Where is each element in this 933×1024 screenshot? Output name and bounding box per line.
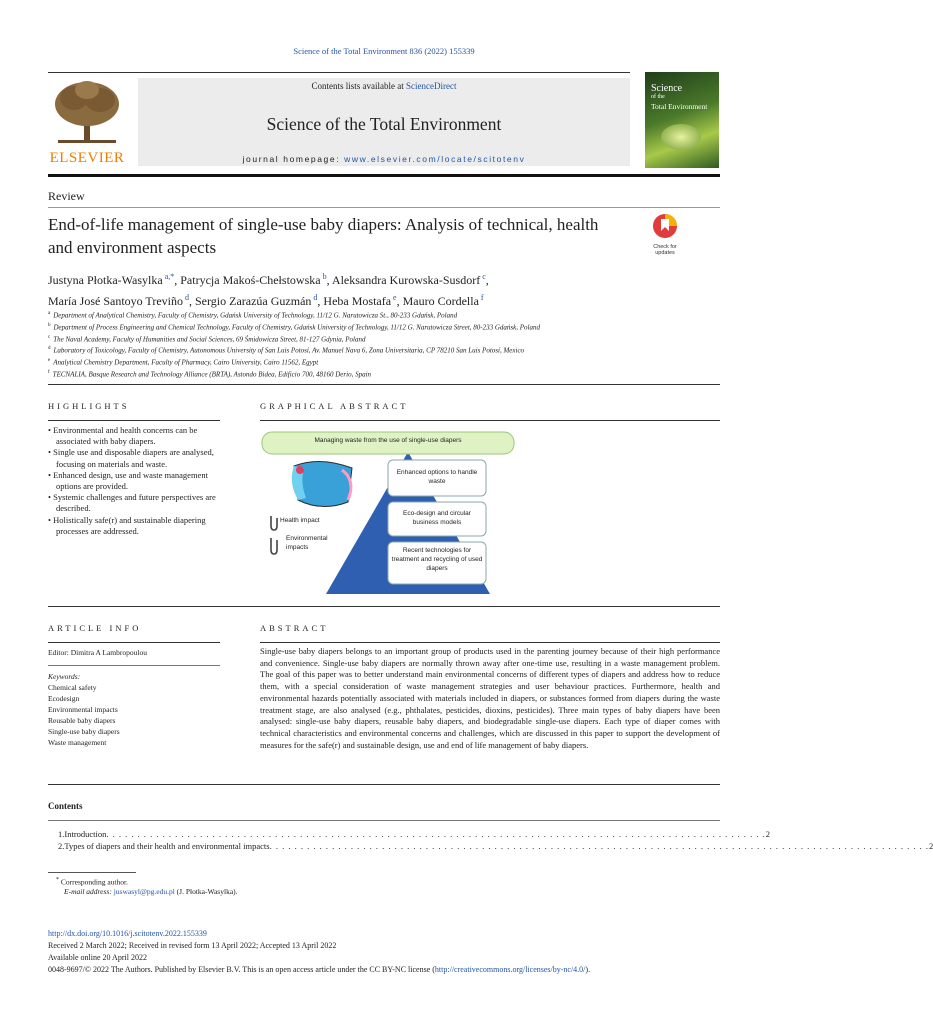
author-affiliation-marker[interactable]: c	[480, 272, 486, 281]
keyword: Waste management	[48, 738, 107, 747]
affiliation-item	[48, 368, 720, 380]
available-online: Available online 20 April 2022	[48, 953, 147, 962]
toc-title: Types of diapers and their health and environmental impacts	[64, 841, 270, 851]
keyword: Chemical safety	[48, 683, 97, 692]
sciencedirect-link[interactable]: ScienceDirect	[406, 81, 457, 91]
affiliation-item	[48, 344, 720, 356]
contents-available: Contents lists available at ScienceDirect	[311, 81, 457, 91]
toc-title: Introduction	[64, 829, 107, 839]
author-name[interactable]: Sergio Zarazúa Guzmán	[195, 294, 312, 308]
affiliation-key: b	[48, 322, 51, 328]
abstract-heading: ABSTRACT	[260, 623, 329, 633]
diaper-image	[292, 461, 352, 506]
highlight-item: • Systemic challenges and future perspectives are described.	[48, 492, 216, 514]
author-affiliation-marker[interactable]: a,*	[162, 272, 175, 281]
author-separator: ,	[396, 294, 403, 308]
doi-link[interactable]: http://dx.doi.org/10.1016/j.scitotenv.2022.155339	[48, 929, 207, 938]
affiliations	[48, 309, 720, 380]
affiliation-key: e	[48, 358, 51, 364]
elsevier-wordmark: ELSEVIER	[49, 150, 125, 166]
environment-pin-icon	[271, 538, 277, 554]
author-name[interactable]: Justyna Płotka-Wasylka	[48, 273, 163, 287]
affiliation-text: Department of Process Engineering and Chemical Technology, Faculty of Chemistry, Gdańsk University of Technology, 11/12 G. Narutowicza Street, 80-233 Gdańsk, Poland	[53, 323, 540, 332]
toc-number: 2.	[58, 841, 65, 851]
ga-banner-text: Managing waste from the use of single-use diapers	[314, 437, 462, 444]
affiliation-item	[48, 356, 720, 368]
license-note: 0048-9697/© 2022 The Authors. Published by Elsevier B.V. This is an open access article under the CC BY-NC license (http://creativecommons.org/licenses/by-nc/4.0/).	[48, 965, 591, 974]
ga-health-label: Health impact	[280, 517, 320, 524]
received-dates: Received 2 March 2022; Received in revised form 13 April 2022; Accepted 13 April 2022	[48, 941, 337, 950]
keywords-heading: Keywords:	[48, 672, 81, 681]
affiliation-item	[48, 309, 720, 321]
author-line-2	[48, 289, 720, 310]
highlight-item: • Holistically safe(r) and sustainable diapering processes are addressed.	[48, 514, 206, 536]
affiliation-key: d	[48, 346, 51, 352]
affiliation-text: Laboratory of Toxicology, Faculty of Chemistry, Autonomous University of San Luis Potosí, Av. Manuel Nava 6, Zona Universitaria, CP 78210 San Luis Potosí, Mexico	[53, 346, 525, 355]
affiliation-key: a	[48, 311, 51, 316]
check-for-updates[interactable]: Check for updates	[646, 213, 684, 253]
keyword: Environmental impacts	[48, 705, 118, 714]
author-line-1	[48, 268, 720, 289]
ga-env-label: Environmental impacts	[286, 535, 328, 551]
author-separator: ,	[485, 273, 489, 287]
highlight-item: • Environmental and health concerns can be associated with baby diapers.	[48, 425, 198, 447]
contents-heading: Contents	[48, 801, 83, 811]
keyword: Reusable baby diapers	[48, 716, 116, 725]
toc-entry[interactable]	[48, 841, 933, 853]
author-affiliation-marker[interactable]: e	[391, 293, 397, 302]
author-separator: ,	[326, 273, 332, 287]
toc-entry[interactable]	[48, 829, 771, 841]
highlights-heading: HIGHLIGHTS	[48, 401, 130, 411]
author-affiliation-marker[interactable]: d	[183, 293, 189, 302]
toc-page: 2	[928, 841, 933, 851]
email-note: E-mail address: juswasyl@pg.edu.pl (J. Płotka-Wasylka).	[64, 887, 238, 896]
ga-box-2-text: Eco-design and circular business models	[403, 510, 471, 526]
editor: Editor: Dimitra A Lambropoulou	[48, 648, 147, 657]
highlights-list	[48, 425, 220, 537]
cover-image	[661, 124, 701, 150]
crossmark-icon	[646, 213, 684, 239]
affiliation-key: c	[48, 334, 51, 340]
author-separator: ,	[189, 294, 195, 308]
ga-box-3-text: Recent technologies for treatment and recycling of used diapers	[391, 547, 483, 572]
journal-header-box	[138, 78, 630, 166]
license-link[interactable]: http://creativecommons.org/licenses/by-nc/4.0/	[434, 965, 586, 974]
journal-title: Science of the Total Environment	[266, 114, 502, 134]
author-name[interactable]: María José Santoyo Treviño	[48, 294, 183, 308]
author-separator: ,	[317, 294, 324, 308]
affiliation-key: f	[48, 370, 50, 376]
keyword: Ecodesign	[48, 694, 80, 703]
author-name[interactable]: Patrycja Makoś-Chełstowska	[180, 273, 321, 287]
affiliation-text: Department of Analytical Chemistry, Faculty of Chemistry, Gdańsk University of Technology, 11/12 G. Narutowicza St., 80-233 Gdańsk, Poland	[53, 311, 458, 320]
health-pin-icon	[271, 516, 277, 530]
author-name[interactable]: Heba Mostafa	[323, 294, 392, 308]
homepage-link[interactable]: www.elsevier.com/locate/scitotenv	[344, 154, 526, 164]
article-title: End-of-life management of single-use baby diapers: Analysis of technical, health and environment aspects	[48, 215, 599, 257]
graphical-abstract	[260, 428, 520, 600]
article-type: Review	[48, 189, 85, 203]
elsevier-tree-icon	[44, 78, 130, 148]
keywords-list	[48, 682, 120, 748]
toc-number: 1.	[58, 829, 65, 839]
author-affiliation-marker[interactable]: d	[311, 293, 318, 302]
abstract-text: Single-use baby diapers belongs to an important group of products used in the parenting journey because of their high performance and convenience. Single-use baby diapers are normally thrown away after one-time use, resulting in a waste management problem. The goal of this paper was to better understand main environmental concerns of different types of diapers and address how to reduce them, with a special consideration of waste management strategies and user behaviour practices. Furthermore, health and environmental hazards potentially associated with materials included in diapers, or substances formed from diapers during the waste treatment stage, are also analysed (e.g., phthalates, pesticides, dioxins, pesticides). Three main types of baby diapers have been analysed: single-use baby diapers, reusable baby diapers, and biodegradable single-use diapers. Each type of diaper comes with technical characteristics and environmental concerns and challenges, which are discussed in this paper to support the development of measures for the safe(r) and sustainable design, use and end of life management of baby diapers.	[260, 646, 720, 750]
article-info-heading: ARTICLE INFO	[48, 623, 142, 633]
elsevier-logo	[44, 78, 130, 168]
affiliation-text: Analytical Chemistry Department, Faculty of Pharmacy, Cairo University, Cairo 11562, Egypt	[53, 358, 319, 367]
journal-cover	[645, 72, 719, 168]
graphical-abstract-heading: GRAPHICAL ABSTRACT	[260, 401, 409, 411]
toc-leader: . . . . . . . . . . . . . . . . . . . . . . . . . . . . . . . . . . . . . . . . . . . . . . . . . . . . . . . . . . . . . . . . . . . . . . . . . . . . . . . . . . . . . . . . . . . . . . . . . . . . . . . . . .	[106, 829, 766, 839]
ga-box-1-text: Enhanced options to handle waste	[396, 469, 478, 485]
author-list	[48, 268, 720, 310]
cover-title: Science of the Total Environment	[651, 83, 708, 111]
keyword: Single-use baby diapers	[48, 727, 120, 736]
journal-homepage: journal homepage: www.elsevier.com/locate/scitotenv	[242, 154, 526, 164]
journal-reference[interactable]: Science of the Total Environment 836 (2022) 155339	[293, 46, 475, 56]
highlight-item: • Single use and disposable diapers are analysed, focusing on materials and waste.	[48, 447, 214, 469]
email-link[interactable]: juswasyl@pg.edu.pl	[113, 887, 175, 896]
author-separator: ,	[174, 273, 181, 287]
affiliation-item	[48, 333, 720, 345]
highlight-item: • Enhanced design, use and waste management options are provided.	[48, 469, 208, 492]
affiliation-item	[48, 321, 720, 333]
affiliation-text: TECNALIA, Basque Research and Technology Alliance (BRTA), Astondo Bidea, Edificio 700, 48160 Derio, Spain	[52, 370, 372, 379]
corresponding-note: * Corresponding author.	[56, 877, 128, 887]
author-affiliation-marker[interactable]: f	[478, 293, 484, 302]
affiliation-text: The Naval Academy, Faculty of Humanities and Social Sciences, 69 Śmidowicza Street, 81-127 Gdynia, Poland	[53, 334, 366, 343]
author-name[interactable]: Aleksandra Kurowska-Susdorf	[331, 273, 481, 287]
toc-page: 2	[765, 829, 771, 839]
table-of-contents	[48, 829, 933, 853]
toc-leader: . . . . . . . . . . . . . . . . . . . . . . . . . . . . . . . . . . . . . . . . . . . . . . . . . . . . . . . . . . . . . . . . . . . . . . . . . . . . . . . . . . . . . . . . . . . . . . . . . . . . . . . . . .	[269, 841, 929, 851]
author-name[interactable]: Mauro Cordella	[402, 294, 479, 308]
author-affiliation-marker[interactable]: b	[320, 272, 327, 281]
